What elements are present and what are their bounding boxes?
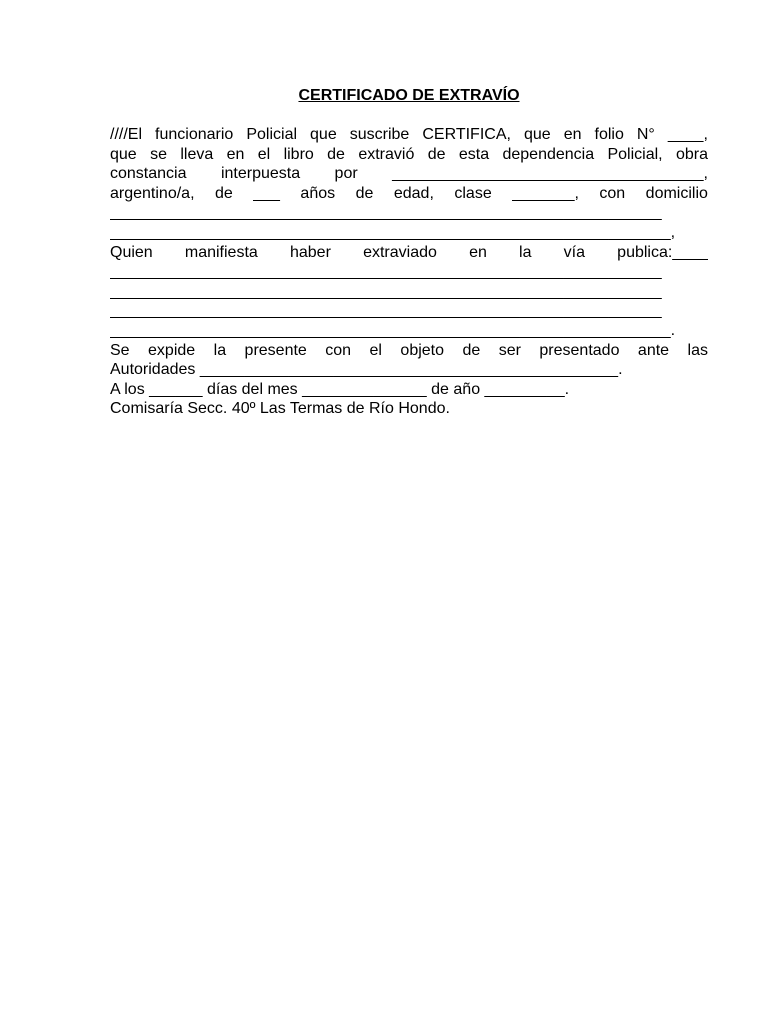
- body-word: publica:____: [617, 243, 708, 261]
- body-word: por: [334, 165, 358, 183]
- body-line: ______________________________________________________________: [110, 302, 662, 320]
- body-line: A los ______ días del mes ______________ de año _________.: [110, 380, 570, 398]
- certificate-body: [110, 125, 708, 419]
- body-word: manifiesta: [184, 243, 258, 261]
- body-word: dependencia: [502, 145, 595, 163]
- body-line: [110, 243, 708, 263]
- body-word: se: [150, 145, 167, 163]
- body-word: folio: [594, 126, 624, 143]
- body-word: presentado: [539, 341, 620, 359]
- body-word: que: [110, 145, 137, 163]
- body-word: ____,: [667, 126, 708, 143]
- body-word: vía: [563, 243, 585, 261]
- body-word: que: [523, 126, 551, 143]
- body-word: ante: [637, 341, 670, 359]
- body-line: [110, 145, 708, 165]
- body-word: lleva: [180, 145, 214, 163]
- body-word: suscribe: [349, 126, 410, 143]
- body-word: de: [427, 145, 446, 163]
- body-word: ////El: [110, 126, 143, 143]
- body-word: edad,: [393, 184, 434, 202]
- body-word: expide: [148, 341, 196, 359]
- body-line: Comisaría Secc. 40º Las Termas de Río Hondo.: [110, 400, 450, 418]
- body-word: de: [214, 184, 233, 202]
- document-title: CERTIFICADO DE EXTRAVÍO: [298, 87, 520, 104]
- body-line: [110, 125, 708, 145]
- body-word: haber: [289, 243, 331, 261]
- body-line: [110, 184, 708, 204]
- body-word: clase: [454, 184, 492, 202]
- body-word: extravió: [358, 145, 415, 163]
- body-word: con: [599, 184, 626, 202]
- body-line: _______________________________________________________________,: [110, 223, 676, 241]
- body-word: con: [325, 341, 352, 359]
- body-word: en: [469, 243, 487, 261]
- body-word: en: [226, 145, 245, 163]
- body-word: ___: [253, 184, 280, 202]
- body-word: de: [327, 145, 345, 163]
- body-word: de: [355, 184, 374, 202]
- body-word: constancia: [110, 165, 187, 183]
- body-word: las: [687, 341, 708, 359]
- body-word: funcionario: [155, 126, 234, 143]
- body-word: N°: [636, 126, 655, 143]
- body-word: presente: [244, 341, 307, 359]
- body-line: [110, 164, 708, 184]
- body-line: ______________________________________________________________: [110, 204, 662, 222]
- body-word: Se: [110, 341, 130, 359]
- body-line: _______________________________________________________________.: [110, 321, 676, 339]
- body-word: la: [519, 243, 532, 261]
- body-word: ___________________________________,: [392, 165, 708, 183]
- body-word: _______,: [512, 184, 579, 202]
- body-word: CERTIFICA,: [422, 126, 511, 143]
- body-word: Quien: [110, 243, 153, 261]
- body-word: objeto: [400, 341, 445, 359]
- body-word: de: [462, 341, 481, 359]
- body-word: Policial,: [607, 145, 663, 163]
- body-word: esta: [458, 145, 490, 163]
- body-word: obra: [675, 145, 708, 163]
- body-line: ______________________________________________________________: [110, 282, 662, 300]
- body-word: el: [369, 341, 382, 359]
- body-line: ______________________________________________________________: [110, 263, 662, 281]
- body-word: que: [310, 126, 337, 143]
- body-word: argentino/a,: [110, 184, 195, 202]
- body-word: interpuesta: [220, 165, 301, 183]
- body-word: la: [213, 341, 227, 359]
- body-word: en: [563, 126, 582, 143]
- body-line: Autoridades _______________________________________________.: [110, 361, 623, 379]
- body-word: Policial: [246, 126, 298, 143]
- body-word: ser: [498, 341, 521, 359]
- body-word: el: [257, 145, 271, 163]
- body-word: domicilio: [645, 184, 708, 202]
- body-word: años: [300, 184, 336, 202]
- body-line: [110, 341, 708, 361]
- body-word: extraviado: [363, 243, 437, 261]
- body-word: libro: [283, 145, 314, 163]
